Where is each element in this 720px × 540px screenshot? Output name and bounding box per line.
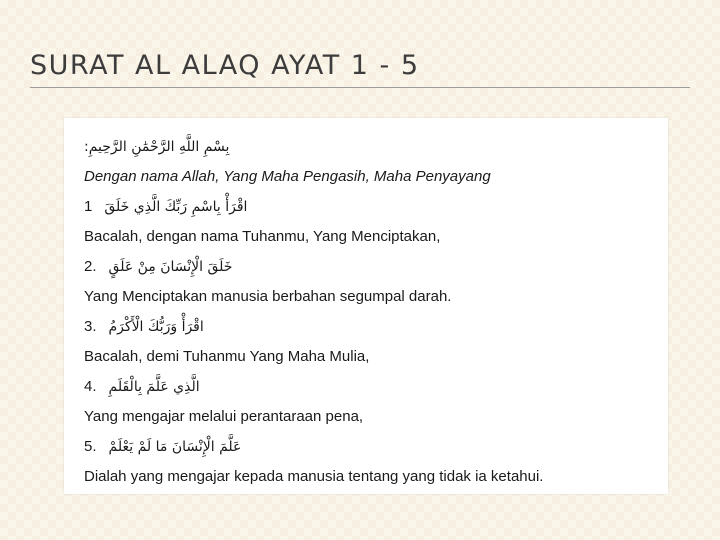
verse-3-number: 3. [84,318,97,335]
verse-4-number: 4. [84,378,97,395]
verse-1-arabic-text: اقْرَأْ بِاسْمِ رَبِّكَ الَّذِي خَلَقَ [104,199,248,215]
basmalah-translation: Dengan nama Allah, Yang Maha Pengasih, Maha Penyayang [84,168,491,185]
slide-title: SURAT AL ALAQ AYAT 1 - 5 [30,50,420,81]
verse-4-arabic-line [84,372,660,402]
verse-3-arabic-text: اقْرَأْ وَرَبُّكَ الْأَكْرَمُ [108,319,204,335]
basmalah-arabic-line [84,132,660,162]
verse-2-translation: Yang Menciptakan manusia berbahan segumpal darah. [84,288,452,305]
verse-2-arabic-line [84,252,660,282]
verse-4-translation: Yang mengajar melalui perantaraan pena, [84,408,364,425]
verse-5-number: 5. [84,438,97,455]
verse-3-arabic-line [84,312,660,342]
verse-3-translation: Bacalah, demi Tuhanmu Yang Maha Mulia, [84,348,370,365]
verse-4-arabic-text: الَّذِي عَلَّمَ بِالْقَلَمِ [108,379,200,395]
verse-5-translation: Dialah yang mengajar kepada manusia tentang yang tidak ia ketahui. [84,468,544,485]
verse-1-arabic-line [84,192,660,222]
verse-list [84,132,660,492]
basmalah-arabic-text: بِسْمِ اللَّهِ الرَّحْمَٰنِ الرَّحِيمِ: [84,139,230,155]
title-underline [30,87,690,88]
verse-2-arabic-text: خَلَقَ الْإِنْسَانَ مِنْ عَلَقٍ [108,259,233,275]
verse-1-number: 1 [84,198,93,215]
verse-2-number: 2. [84,258,97,275]
verse-1-translation: Bacalah, dengan nama Tuhanmu, Yang Menciptakan, [84,228,441,245]
verse-panel [64,118,668,494]
verse-5-arabic-text: عَلَّمَ الْإِنْسَانَ مَا لَمْ يَعْلَمْ [108,439,242,455]
verse-5-arabic-line [84,432,660,462]
